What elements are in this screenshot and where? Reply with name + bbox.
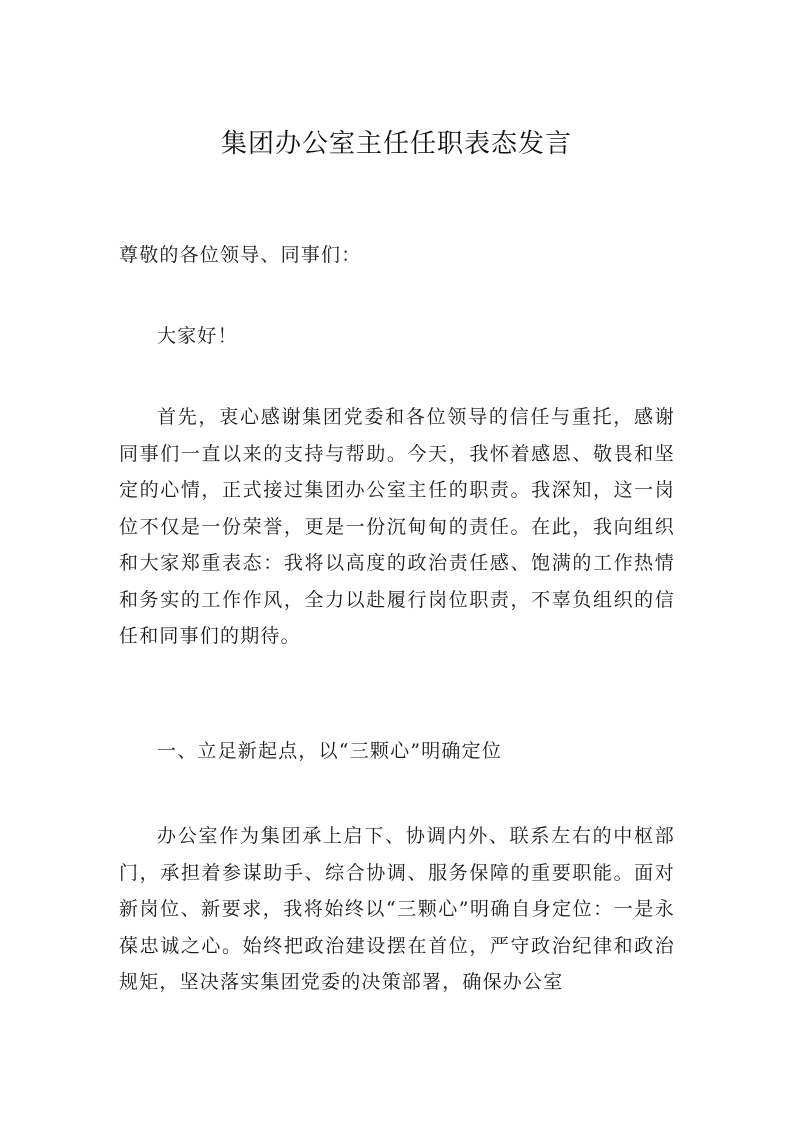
section-heading-1: 一、立足新起点，以“三颗心”明确定位	[157, 740, 503, 762]
greeting: 大家好！	[157, 325, 238, 347]
paragraph-1: 首先，衷心感谢集团党委和各位领导的信任与重托，感谢同事们一直以来的支持与帮助。今天，我怀着感恩、敬畏和坚定的心情，正式接过集团办公室主任的职责。我深知，这一岗位不仅是一份荣誉，更是一份沉甸甸的责任。在此，我向组织和大家郑重表态：我将以高度的政治责任感、饱满的工作热情和务实的工作作风，全力以赴履行岗位职责，不辜负组织的信任和同事们的期待。	[119, 406, 675, 647]
paragraph-2: 办公室作为集团承上启下、协调内外、联系左右的中枢部门，承担着参谋助手、综合协调、服务保障的重要职能。面对新岗位、新要求，我将始终以“三颗心”明确自身定位：一是永葆忠诚之心。始终把政治建设摆在首位，严守政治纪律和政治规矩，坚决落实集团党委的决策部署，确保办公室	[119, 825, 675, 993]
document-title: 集团办公室主任任职表态发言	[220, 129, 572, 159]
salutation: 尊敬的各位领导、同事们：	[119, 244, 362, 266]
